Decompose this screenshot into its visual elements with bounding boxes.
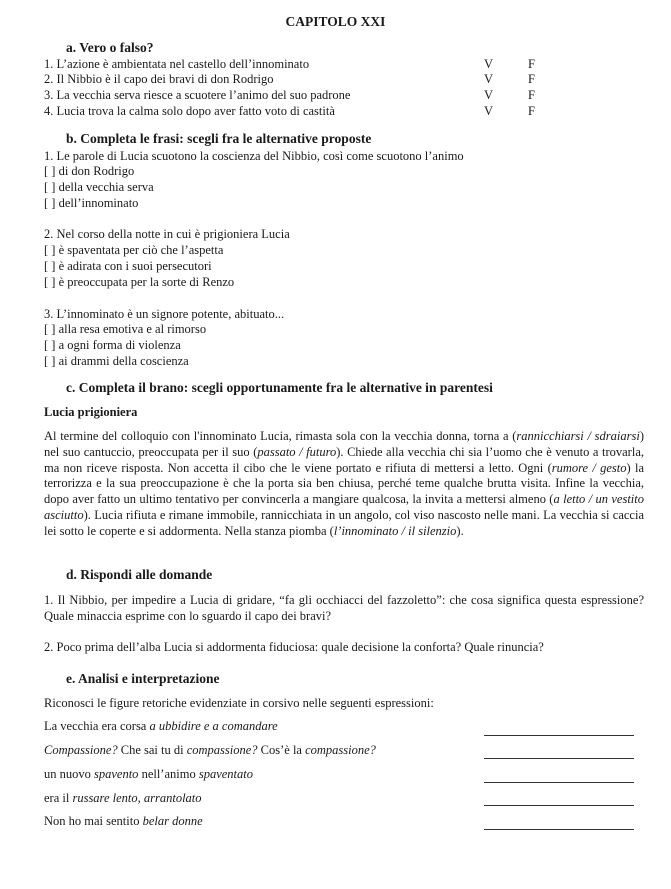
c-passage: Al termine del colloquio con l'innominato Lucia, rimasta sola con la vecchia donna, torna a (rannicchiarsi / sdraiarsi) nel suo cantuccio, preoccupata per il suo (passato / futuro). Chiede alla vecchia chi sia l’uomo che è venuto a trovarla, ma non riceve risposta. Non accetta il cibo che le viene portato e rifiuta di mettersi a letto. Ogni (rumore / gesto) la terrorizza e la sua preoccupazione è che la porta sia ben chiusa, perché teme qualche brutta visita. Infine la vecchia, dopo aver fatto un ultimo tentativo per convincerla a mangiare qualcosa, la invita a mettersi almeno (a letto / un vestito asciutto). Lucia rifiuta e rimane immobile, rannicchiata in un angolo, col viso nascosto nelle mani. La vecchia si caccia lei sotto le coperte e si addormenta. Nella stanza piomba (l’innominato / il silenzio).: [44, 429, 644, 538]
answer-line-2[interactable]: [484, 758, 634, 759]
answer-line-4[interactable]: [484, 805, 634, 806]
b-q1-option-2[interactable]: [ ] della vecchia serva: [44, 180, 154, 194]
e-expression-1: La vecchia era corsa a ubbidire e a comandare: [44, 719, 278, 733]
c-subtitle: Lucia prigioniera: [44, 405, 138, 419]
vf-item-4: 4. Lucia trova la calma solo dopo aver fatto voto di castità: [44, 104, 335, 118]
b-q1-option-1[interactable]: [ ] di don Rodrigo: [44, 164, 135, 178]
vf-false-4[interactable]: F: [528, 104, 535, 118]
vf-false-1[interactable]: F: [528, 57, 535, 71]
vf-item-1: 1. L’azione è ambientata nel castello dell’innominato: [44, 57, 310, 71]
b-question-3: 3. L’innominato è un signore potente, abituato...: [44, 307, 285, 321]
e-expression-3: un nuovo spavento nell’animo spaventato: [44, 767, 254, 781]
vf-true-4[interactable]: V: [484, 104, 494, 118]
choice-2[interactable]: passato / futuro: [257, 444, 337, 459]
choice-4[interactable]: a letto / un vestito asciutto: [44, 492, 644, 522]
vf-true-3[interactable]: V: [484, 88, 494, 102]
b-q2-option-2[interactable]: [ ] è adirata con i suoi persecutori: [44, 259, 212, 273]
page-title: CAPITOLO XXI: [285, 14, 386, 29]
vf-true-1[interactable]: V: [484, 57, 494, 71]
section-e-heading: e. Analisi e interpretazione: [66, 671, 220, 686]
e-expression-4: era il russare lento, arrantolato: [44, 791, 202, 805]
choice-5[interactable]: l’innominato / il silenzio: [333, 523, 457, 538]
answer-line-1[interactable]: [484, 735, 634, 736]
vf-item-3: 3. La vecchia serva riesce a scuotere l’animo del suo padrone: [44, 88, 351, 102]
vf-item-2: 2. Il Nibbio è il capo dei bravi di don Rodrigo: [44, 72, 274, 86]
b-q2-option-1[interactable]: [ ] è spaventata per ciò che l’aspetta: [44, 243, 224, 257]
b-q3-option-1[interactable]: [ ] alla resa emotiva e al rimorso: [44, 322, 207, 336]
b-q1-option-3[interactable]: [ ] dell’innominato: [44, 196, 139, 210]
vf-true-2[interactable]: V: [484, 72, 494, 86]
section-c-heading: c. Completa il brano: scegli opportunamente fra le alternative in parentesi: [66, 380, 493, 395]
vf-false-3[interactable]: F: [528, 88, 535, 102]
e-expression-2: Compassione? Che sai tu di compassione? Cos’è la compassione?: [44, 743, 376, 757]
answer-line-3[interactable]: [484, 782, 634, 783]
vf-false-2[interactable]: F: [528, 72, 535, 86]
e-expression-5: Non ho mai sentito belar donne: [44, 814, 203, 828]
answer-line-5[interactable]: [484, 829, 634, 830]
section-d-heading: d. Rispondi alle domande: [66, 567, 213, 582]
e-intro: Riconosci le figure retoriche evidenziate in corsivo nelle seguenti espressioni:: [44, 696, 434, 710]
b-question-2: 2. Nel corso della notte in cui è prigioniera Lucia: [44, 227, 290, 241]
b-q3-option-3[interactable]: [ ] ai drammi della coscienza: [44, 354, 189, 368]
choice-1[interactable]: rannicchiarsi / sdraiarsi: [516, 429, 640, 443]
b-q2-option-3[interactable]: [ ] è preoccupata per la sorte di Renzo: [44, 275, 235, 289]
b-question-1: 1. Le parole di Lucia scuotono la coscienza del Nibbio, così come scuotono l’animo: [44, 149, 464, 163]
choice-3[interactable]: rumore / gesto: [551, 460, 627, 475]
d-question-2: 2. Poco prima dell’alba Lucia si addormenta fiduciosa: quale decisione la conforta? Quale rinuncia?: [44, 640, 544, 654]
section-a-heading: a. Vero o falso?: [66, 40, 154, 55]
d-question-1: 1. Il Nibbio, per impedire a Lucia di gridare, “fa gli occhiacci del fazzoletto”: che cosa significa questa espressione? Quale minaccia esprime con lo sguardo il capo dei bravi?: [44, 593, 644, 623]
b-q3-option-2[interactable]: [ ] a ogni forma di violenza: [44, 338, 181, 352]
section-b-heading: b. Completa le frasi: scegli fra le alternative proposte: [66, 131, 372, 146]
